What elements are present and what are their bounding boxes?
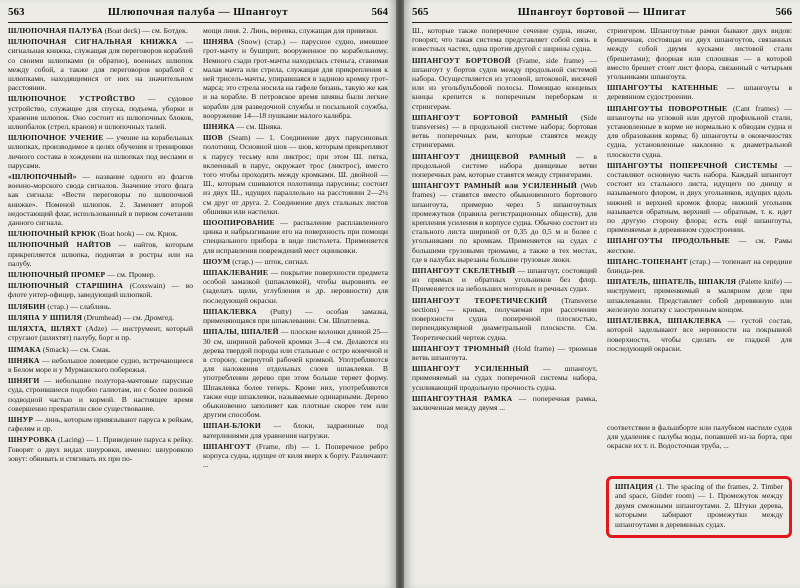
entry-text: — см. Рамы жесткие. bbox=[607, 236, 792, 255]
entry-headword: ШПАНГОУТЫ ПРОДОЛЬНЫЕ bbox=[607, 236, 730, 246]
running-title: Шлюпочная палуба — Шпангоут bbox=[107, 6, 289, 18]
entry-headword: ШЛЮПОЧНЫЙ СТАРШИНА bbox=[8, 281, 124, 291]
column bbox=[203, 26, 388, 584]
entry-headword: ШПАЛЫ, ШПАЛЕЙ bbox=[203, 327, 279, 337]
dictionary-entry bbox=[412, 26, 597, 54]
page-number: 565 bbox=[412, 6, 429, 18]
entry-headword: ШПАТЛЕВКА, ШПАКЛЕВКА bbox=[607, 316, 722, 326]
entry-text: — название одного из флагов военно-морского свода сигналов. Значение этого флага как сигнала: «Вести переговоры по шлюпочной книжке». Поменой шлюпок. 2. Заменяет второй недостающий флаг, использованный в первом сочетании данного сигнала. bbox=[8, 172, 193, 228]
entry-text: (Coxswain) — во флоте унтер-офицер, заведующий шлюпкой. bbox=[8, 281, 193, 300]
entry-headword: ШПАНГОУТЫ КАТЕННЫЕ bbox=[607, 83, 719, 93]
page-number: 563 bbox=[8, 6, 25, 18]
entry-headword: ШПАНГОУТ БОРТОВОЙ РАМНЫЙ bbox=[412, 112, 569, 122]
dictionary-entry bbox=[412, 113, 597, 150]
dictionary-entry bbox=[203, 218, 388, 255]
entry-headword: ШЛЯБИН bbox=[8, 301, 46, 311]
entry-headword: ШЛЮПОЧНЫЙ НАЙТОВ bbox=[8, 240, 112, 250]
dictionary-entry bbox=[203, 421, 388, 439]
page-number: 564 bbox=[371, 6, 388, 18]
entry-text: (Boat deck) — см. Ботдек. bbox=[104, 26, 188, 35]
entry-text: (Palette knife) — инструмент, применяемый в малярном деле при шпаклевании. Представляет собой деревянную или железную лопатку с заостренным концом. bbox=[607, 277, 792, 314]
entry-headword: ШПАНГОУТЫ ПОПЕРЕЧНОЙ СИСТЕМЫ bbox=[607, 160, 778, 170]
entry-headword: ШПАНГОУТ УСИЛЕННЫЙ bbox=[412, 364, 529, 374]
entry-headword: ШЛЮПОЧНОЕ УСТРОЙСТВО bbox=[8, 94, 136, 104]
dictionary-entry bbox=[607, 277, 792, 314]
dictionary-entry bbox=[8, 324, 193, 342]
dictionary-entry bbox=[8, 172, 193, 227]
entry-text: (Snow) (стар.) — парусное судно, имевшее грот-мачту и бушприт, вооруженное по корабельному. Немного сзади грот-мачты находилась стеньга, ставимая малая мачта или стрела, служащая для прикрепления к ней трисель-мачты, упиравшаяся в заднюю кромку грот-марса; это стрела носила на гафеле бизань, такую же как и на корабле. В петровское время шнявы были легкие корабли для разведочной службы и посыльной службы, вооружение 14—18 пушками малого калибра. bbox=[203, 37, 388, 120]
entry-headword: ШЛЮПОЧНЫЙ ПРОМЕР bbox=[8, 270, 106, 280]
entry-text: (Frame, rib) — 1. Поперечное ребро корпуса судна, идущее от киля вверх к борту. Различают: ... bbox=[203, 441, 388, 470]
entry-text: (Cant frames) — шпангоуты на угловой или другой профильной стали, установленные в корме не нормально к обводам судна и для образования кормы; б) шпангоуты в оконечностях судна, установленные наклонно к диаметральной плоскости судна. bbox=[607, 103, 792, 159]
dictionary-entry bbox=[8, 415, 193, 433]
dictionary-entry bbox=[412, 56, 597, 111]
entry-text: — см. Промер. bbox=[107, 270, 156, 280]
entry-text: соответствии в фальшборте или палубном настиле судов для удаления с палубы воды, попавшей из-за борта, при окраске их т. п. Водосточная труба, ... bbox=[607, 422, 792, 451]
entry-headword: ШПАКЛЕВКА bbox=[203, 306, 257, 316]
entry-text: — густой состав, которой заделывают все неровности на покрывной поверхности, чтобы сделать ее гладкой для последующей окраски. bbox=[607, 316, 792, 353]
dictionary-entry bbox=[203, 257, 388, 266]
dictionary-entry bbox=[8, 345, 193, 354]
dictionary-entry bbox=[8, 94, 193, 131]
entry-text: (Hold frame) — трюмная ветвь шпангоута. bbox=[412, 343, 597, 362]
entry-headword: ШПАНГОУТ bbox=[203, 441, 251, 451]
entry-text: — шпангоут, состоящий из прямых и обратных угольников без флор. Применяется на небольших моторных и речных судах. bbox=[412, 266, 597, 294]
entry-text: — учение на корабельных шлюпках, производимое в целях обучения и тренировки личного состава в хождении на шлюпках под веслами и парусами. bbox=[8, 133, 193, 170]
dictionary-entry bbox=[8, 229, 193, 238]
entry-text: (1. The spacing of the frames, 2. Timber and space, Ginder room) — 1. Промежуток между двумя смежными шпангоутами. 2. Штуки дерева, которыми забирают промежутки между шпангоутами в деревянных судах. bbox=[615, 482, 783, 529]
entry-text: — небольшие полутора-мачтовые парусные суда, строившиеся подобно галиотам, но с более полной подводной частью и кормой. В настоящее время совершенно прекратили свое существование. bbox=[8, 376, 193, 413]
entry-headword: ШНЯГИ bbox=[8, 376, 40, 386]
entry-headword: ШПАНГОУТНАЯ РАМКА bbox=[412, 393, 513, 403]
entry-headword: ШПАНГОУТ ТЕОРЕТИЧЕСКИЙ bbox=[412, 295, 548, 305]
columns bbox=[8, 26, 388, 584]
entry-headword: ШНЯКА bbox=[8, 355, 40, 365]
dictionary-entry bbox=[8, 240, 193, 268]
dictionary-entry bbox=[607, 161, 792, 235]
entry-headword: ШПАНГОУТ РАМНЫЙ или УСИЛЕННЫЙ bbox=[412, 181, 577, 191]
entry-headword: ШМАКА bbox=[8, 344, 41, 354]
page-header-right bbox=[412, 6, 792, 23]
entry-text: (Smack) — см. Смак. bbox=[42, 344, 111, 354]
entry-text: — см. Шняка. bbox=[236, 122, 283, 132]
entry-headword: ШЛЯПА У ШПИЛЯ bbox=[8, 312, 83, 322]
page-number: 566 bbox=[775, 6, 792, 18]
entry-text: — поперечная рамка, заключенная между двумя ... bbox=[412, 393, 597, 412]
dictionary-entry bbox=[607, 83, 792, 101]
entry-text: Ш., которые также поперечное сечение судна, иначе, говорят, что такая система представляет собой связь в известных частях, одна против другой с ширины судна. bbox=[412, 26, 597, 54]
entry-text: — небольшое ловецкое судно, встречающееся в Белом море и у Мурманского побережья. bbox=[8, 355, 193, 374]
entry-text: — шпангоуты в деревянном судостроении. bbox=[607, 83, 792, 102]
dictionary-entry bbox=[607, 236, 792, 254]
entry-headword: ШНЯКА bbox=[203, 122, 235, 132]
entry-headword: ШПАКЛЕВАНИЕ bbox=[203, 268, 269, 278]
entry-text: — сигнальная книжка, служащая для переговоров кораблей со своими шлюпками (и обратно), военных шлюпок между собой, а также для переговоров кораблей с шлюпками, находящимися от них на значительном расстоянии. bbox=[8, 37, 193, 93]
dictionary-entry bbox=[607, 104, 792, 159]
dictionary-entry bbox=[412, 364, 597, 392]
entry-text: (Adze) — инструмент, который стругают (шляхтят) палубу, борт и пр. bbox=[8, 324, 193, 343]
entry-headword: ШПАНГОУТ СКЕЛЕТНЫЙ bbox=[412, 266, 516, 276]
entry-text: — покрытие поверхности предмета особой замазкой (шпаклевкой), чтобы выровнять ее (заделать щели, углубления и др. неровности) для последующей окраски. bbox=[203, 268, 388, 305]
dictionary-entry bbox=[203, 26, 388, 35]
dictionary-entry bbox=[8, 26, 193, 35]
entry-headword: ШПАНС-ТОПЕНАНТ bbox=[607, 256, 688, 266]
dictionary-entry bbox=[412, 344, 597, 362]
dictionary-entry bbox=[607, 355, 792, 421]
entry-text: — плоские колонки длиной 25—30 см, шириной рабочей кромки 3—4 см. Делаются из дерева твердой породы или стальные с остро конечной и в сторону, свернутой рабочей кромкой. Употребляются для наложения отдельных слоев шпаклевки. В употреблении дерево при этом больше теряет форму. Шпаклевка более теперь. Кроме них, употребляются также еще шпаклевки, называемые одинарными. Дерево обыкновенно заполняет как плотные скорее тем или другим способом. bbox=[203, 327, 388, 420]
entry-text: — распыление расплавленного цинка и набрызгивание его на поверхность при помощи специального прибора в виде пистолета. Применяется для исправления повреждений мест оцинковки. bbox=[203, 218, 388, 255]
entry-headword: ШПАНГОУТ БОРТОВОЙ bbox=[412, 55, 511, 65]
dictionary-entry bbox=[203, 122, 388, 131]
entry-text: — линь, которым привязывают паруса к рейкам, гафелям и пр. bbox=[8, 414, 193, 434]
entry-headword: ШООПИРОВАНИЕ bbox=[203, 218, 275, 228]
highlighted-entry bbox=[606, 476, 792, 538]
dictionary-entry bbox=[8, 133, 193, 170]
dictionary-entry bbox=[203, 37, 388, 120]
dictionary-entry bbox=[203, 268, 388, 305]
entry-text: мощи линя. 2. Линь, веревка, служащая для привязки. bbox=[203, 26, 378, 35]
dictionary-entry bbox=[8, 376, 193, 413]
entry-text: (Web frames) — ставятся вместо обыкновенного бортового шпангоута, примерно через 5 шпангоутных промежутков (правила регистрационных обществ), для крепления усиления в корпусе судна. Обычно состоит из стального листа шириной от 0,35 до 0,5 м и более с угольниками по кромкам. Применяется на судах с большими грузовыми трюмами, а также в тех местах, где в палубах вырезаны большие грузовые люки. bbox=[412, 181, 597, 264]
dictionary-entry bbox=[8, 302, 193, 311]
dictionary-entry bbox=[8, 356, 193, 374]
entry-headword: ШПАТЕЛЬ, ШПАТЕЛЬ, ШПАКЛЯ bbox=[607, 277, 737, 287]
column bbox=[412, 26, 597, 584]
entry-text: (Lacing) — 1. Приведение паруса к рейку. Говорят о двух видах шнуровки, именно: шнуровкою зовут: обвивать и стягивать их при по- bbox=[8, 435, 193, 463]
dictionary-entry bbox=[8, 313, 193, 322]
entry-headword: ШЛЮПОЧНОЕ УЧЕНИЕ bbox=[8, 133, 104, 143]
dictionary-entry bbox=[8, 281, 193, 299]
dictionary-entry bbox=[607, 257, 792, 275]
entry-text: — в продольной системе набора днищевые ветви поперечных рам, которые ставятся между стрингерами. bbox=[412, 151, 597, 180]
page-header-left bbox=[8, 6, 388, 23]
entry-headword: ШОУМ bbox=[203, 256, 231, 266]
entry-headword: ШПАЦИЯ bbox=[615, 482, 654, 491]
entry-headword: ШЛЯХТА, ШЛЯХТ bbox=[8, 324, 82, 334]
entry-headword: «ШЛЮПОЧНЫЙ» bbox=[8, 172, 77, 182]
dictionary-entry bbox=[8, 270, 193, 279]
entry-headword: ШПАНГОУТ ТРЮМНЫЙ bbox=[412, 343, 510, 353]
dictionary-entry bbox=[615, 482, 783, 529]
dictionary-entry bbox=[412, 266, 597, 294]
dictionary-entry bbox=[412, 181, 597, 264]
dictionary-entry bbox=[607, 26, 792, 81]
entry-text: — составляют основную часть набора. Каждый шпангоут состоит из стального листа, идущего по днищу и называемого флором, и двух угольников, идущих вдоль нижней и верхней кромок флора; нижний угольник называется обратным, верхний — обратным, т. к. идет по другую сторону флора; есть ещё шпангоуты, применяемые в деревянном судостроении. bbox=[607, 160, 792, 235]
dictionary-entry bbox=[607, 316, 792, 353]
entry-headword: ШНУРОВКА bbox=[8, 435, 56, 445]
entry-headword: ШЛЮПОЧНАЯ СИГНАЛЬНАЯ КНИЖКА bbox=[8, 37, 178, 47]
entry-text: (Boat hook) — см. Крюк. bbox=[97, 229, 178, 239]
entry-headword: ШНУР bbox=[8, 414, 34, 424]
entry-headword: ШОВ bbox=[203, 133, 223, 143]
entry-text: (Transverse sections) — кривая, получаемая при рассечении поверхности судна поперечной плоскостью, перпендикулярной диаметральной плоскости. См. Теоретический чертеж судна. bbox=[412, 295, 597, 342]
dictionary-entry bbox=[412, 152, 597, 180]
entry-headword: ШПАН-БЛОКИ bbox=[203, 421, 261, 431]
entry-headword: ШПАНГОУТЫ ПОВОРОТНЫЕ bbox=[607, 103, 728, 113]
entry-text: — найтов, которым прикрепляется шлюпка, поднятая в ростры или на палубу. bbox=[8, 240, 193, 268]
dictionary-entry bbox=[203, 133, 388, 216]
entry-text: (стар.) — топенант на середине блинда-рея. bbox=[607, 256, 792, 276]
entry-headword: ШЛЮПОЧНАЯ ПАЛУБА bbox=[8, 26, 103, 35]
dictionary-entry bbox=[203, 442, 388, 470]
entry-text: (Side transverses) — в продольной системе набора; бортовая ветвь поперечных рам, которые ставятся между стрингерами. bbox=[412, 112, 597, 150]
entry-text: — блоки, задраенные под ватерлиниями для уравнения нагрузки. bbox=[203, 421, 388, 440]
entry-text: — шпангоут, применяемый на судах поперечной системы набора, усиливающий продольную прочность судна. bbox=[412, 364, 597, 392]
entry-text: (Seam) — 1. Соединение двух парусиновых полотнищ. Основной шов — шов, которым прикрепляют к парусу тесьму или ликтрос; при этом Ш. пятка, вклеенный в парус, окружает трос (ликтрос), вместо того чтобы проходить между кромками. Ш. двойной — Ш., которым сшиваются полотнища парусины; состоит из двух Ш., идущих параллельно на расстоянии 2—2½ см друг от друга. 2. Соединение двух стальных листов обшивки или настилки. bbox=[203, 133, 388, 216]
entry-text: (стар.) — слаблинь. bbox=[47, 301, 112, 311]
entry-text: — судовое устройство, служащее для спуска, подъема, уборки и хранения шлюпок. Оно состоит из шлюпочных блоков, шлюпбалок (стрел, кранов) и шлюпочных талей. bbox=[8, 94, 193, 132]
dictionary-entry bbox=[412, 394, 597, 412]
column bbox=[8, 26, 193, 584]
entry-text: стрингером. Шпангоутные рамки бывают двух видов: брешечная, состоящая из двух шпангоутов, связанных между собой двумя кусками листовой стали (брешетами); флорная или сплошная — в которой вместо брешет стоит лист флора, связанный с четырьмя угольниками шпангоута. bbox=[607, 26, 792, 82]
entry-headword: ШПАНГОУТ ДНИЩЕВОЙ РАМНЫЙ bbox=[412, 151, 566, 161]
entry-text: (Frame, side frame) — шпангоут у бортов судов между продольной системой набора. Осуществляется из угловой, штоковой, висячей или из угольбульбовой полосы. Помощью концевых кницы крепится к поперечным переборкам и стрингерам. bbox=[412, 55, 597, 111]
dictionary-entry bbox=[412, 296, 597, 342]
entry-headword: ШНЯВА bbox=[203, 37, 234, 47]
entry-text: (Putty) — особая замазка, применяющаяся при шпаклевании. См. Шпатлевка. bbox=[203, 306, 388, 326]
entry-headword: ШЛЮПОЧНЫЙ КРЮК bbox=[8, 229, 96, 239]
entry-text: (стар.) — шток, сигнал. bbox=[232, 256, 309, 266]
entry-text: (Drumhead) — см. Дромгед. bbox=[84, 312, 174, 322]
dictionary-entry bbox=[8, 435, 193, 463]
dictionary-entry bbox=[8, 37, 193, 92]
dictionary-entry bbox=[203, 307, 388, 325]
running-title: Шпангоут бортовой — Шпигат bbox=[517, 6, 687, 18]
left-page bbox=[0, 0, 396, 588]
book-gutter bbox=[396, 0, 404, 588]
dictionary-entry bbox=[607, 423, 792, 451]
dictionary-entry bbox=[203, 327, 388, 419]
